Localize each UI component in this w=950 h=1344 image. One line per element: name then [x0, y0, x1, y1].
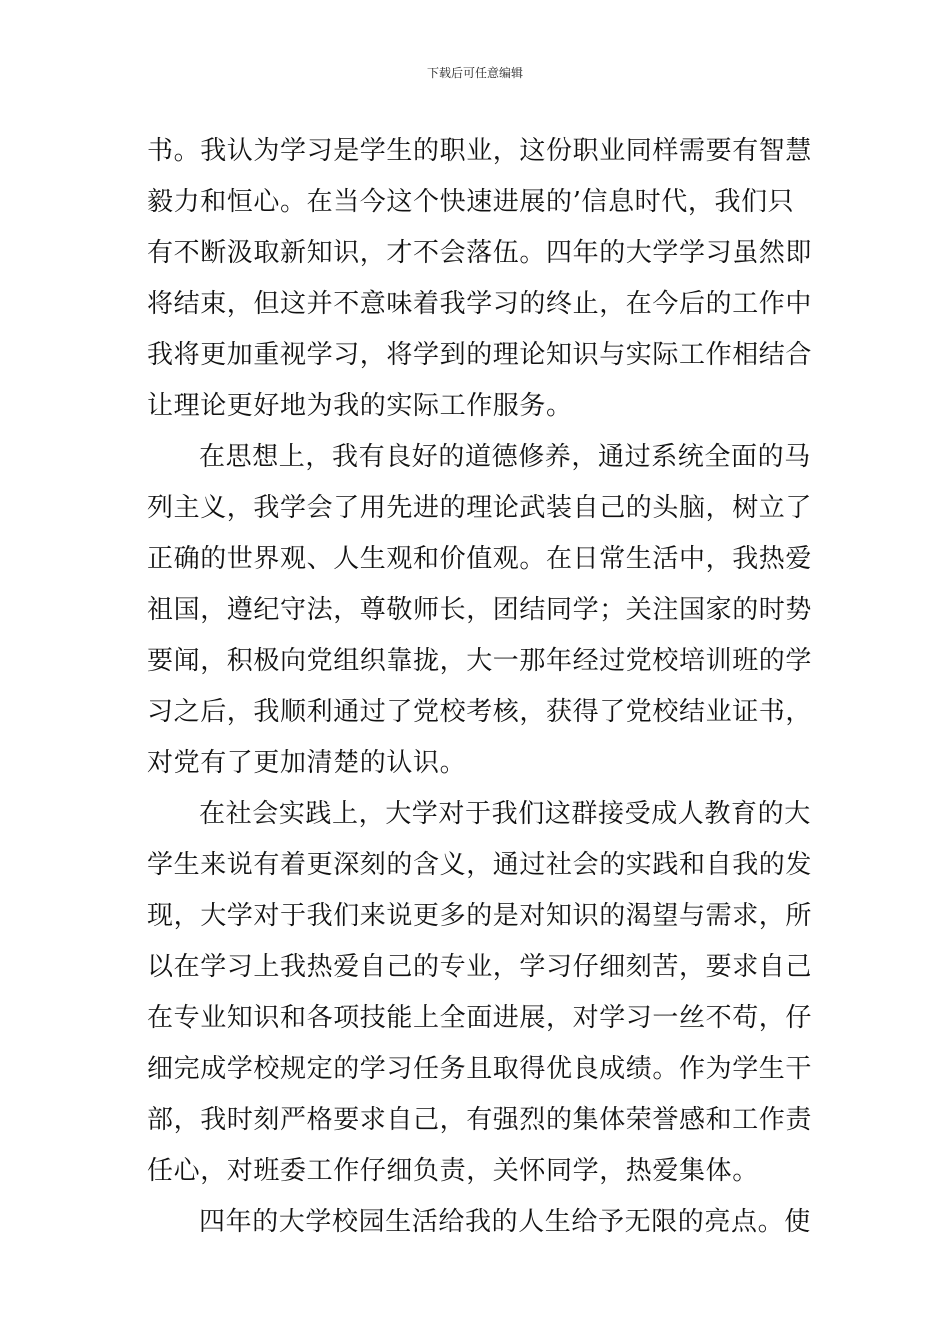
document-body	[147, 126, 817, 1248]
page-header: 下载后可任意编辑	[426, 66, 523, 80]
text-line: 祖国，遵纪守法，尊敬师长，团结同学；关注国家的时势	[147, 595, 813, 625]
text-line: 将结束，但这并不意味着我学习的终止，在今后的工作中	[147, 289, 813, 319]
text-line: 现，大学对于我们来说更多的是对知识的渴望与需求，所	[147, 901, 813, 931]
text-line: 要闻，积极向党组织靠拢，大一那年经过党校培训班的学	[147, 646, 813, 676]
text-line: 学生来说有着更深刻的含义，通过社会的实践和自我的发	[147, 850, 813, 880]
text-line: 以在学习上我热爱自己的专业，学习仔细刻苦，要求自己	[147, 952, 813, 982]
text-line: 正确的世界观、人生观和价值观。在日常生活中，我热爱	[147, 544, 813, 574]
text-line: 书。我认为学习是学生的职业，这份职业同样需要有智慧	[147, 136, 813, 166]
paragraph-first-line: 在思想上，我有良好的道德修养，通过系统全面的马	[199, 442, 811, 472]
text-line: 部，我时刻严格要求自己，有强烈的集体荣誉感和工作责	[147, 1105, 813, 1135]
paragraph-first-line: 四年的大学校园生活给我的人生给予无限的亮点。使	[199, 1207, 811, 1237]
paragraph-first-line: 在社会实践上，大学对于我们这群接受成人教育的大	[199, 799, 811, 829]
text-line: 习之后，我顺利通过了党校考核，获得了党校结业证书，	[147, 697, 813, 727]
text-line: 让理论更好地为我的实际工作服务。	[147, 391, 573, 421]
text-line: 毅力和恒心。在当今这个快速进展的’信息时代，我们只	[147, 187, 795, 217]
text-line: 任心，对班委工作仔细负责，关怀同学，热爱集体。	[147, 1156, 759, 1186]
text-line: 我将更加重视学习，将学到的理论知识与实际工作相结合	[147, 340, 813, 370]
text-line: 在专业知识和各项技能上全面进展，对学习一丝不苟，仔	[147, 1003, 813, 1033]
text-line: 对党有了更加清楚的认识。	[147, 748, 467, 778]
text-line: 有不断汲取新知识，才不会落伍。四年的大学学习虽然即	[147, 238, 813, 268]
text-line: 细完成学校规定的学习任务且取得优良成绩。作为学生干	[147, 1054, 813, 1084]
text-line: 列主义，我学会了用先进的理论武装自己的头脑，树立了	[147, 493, 813, 523]
